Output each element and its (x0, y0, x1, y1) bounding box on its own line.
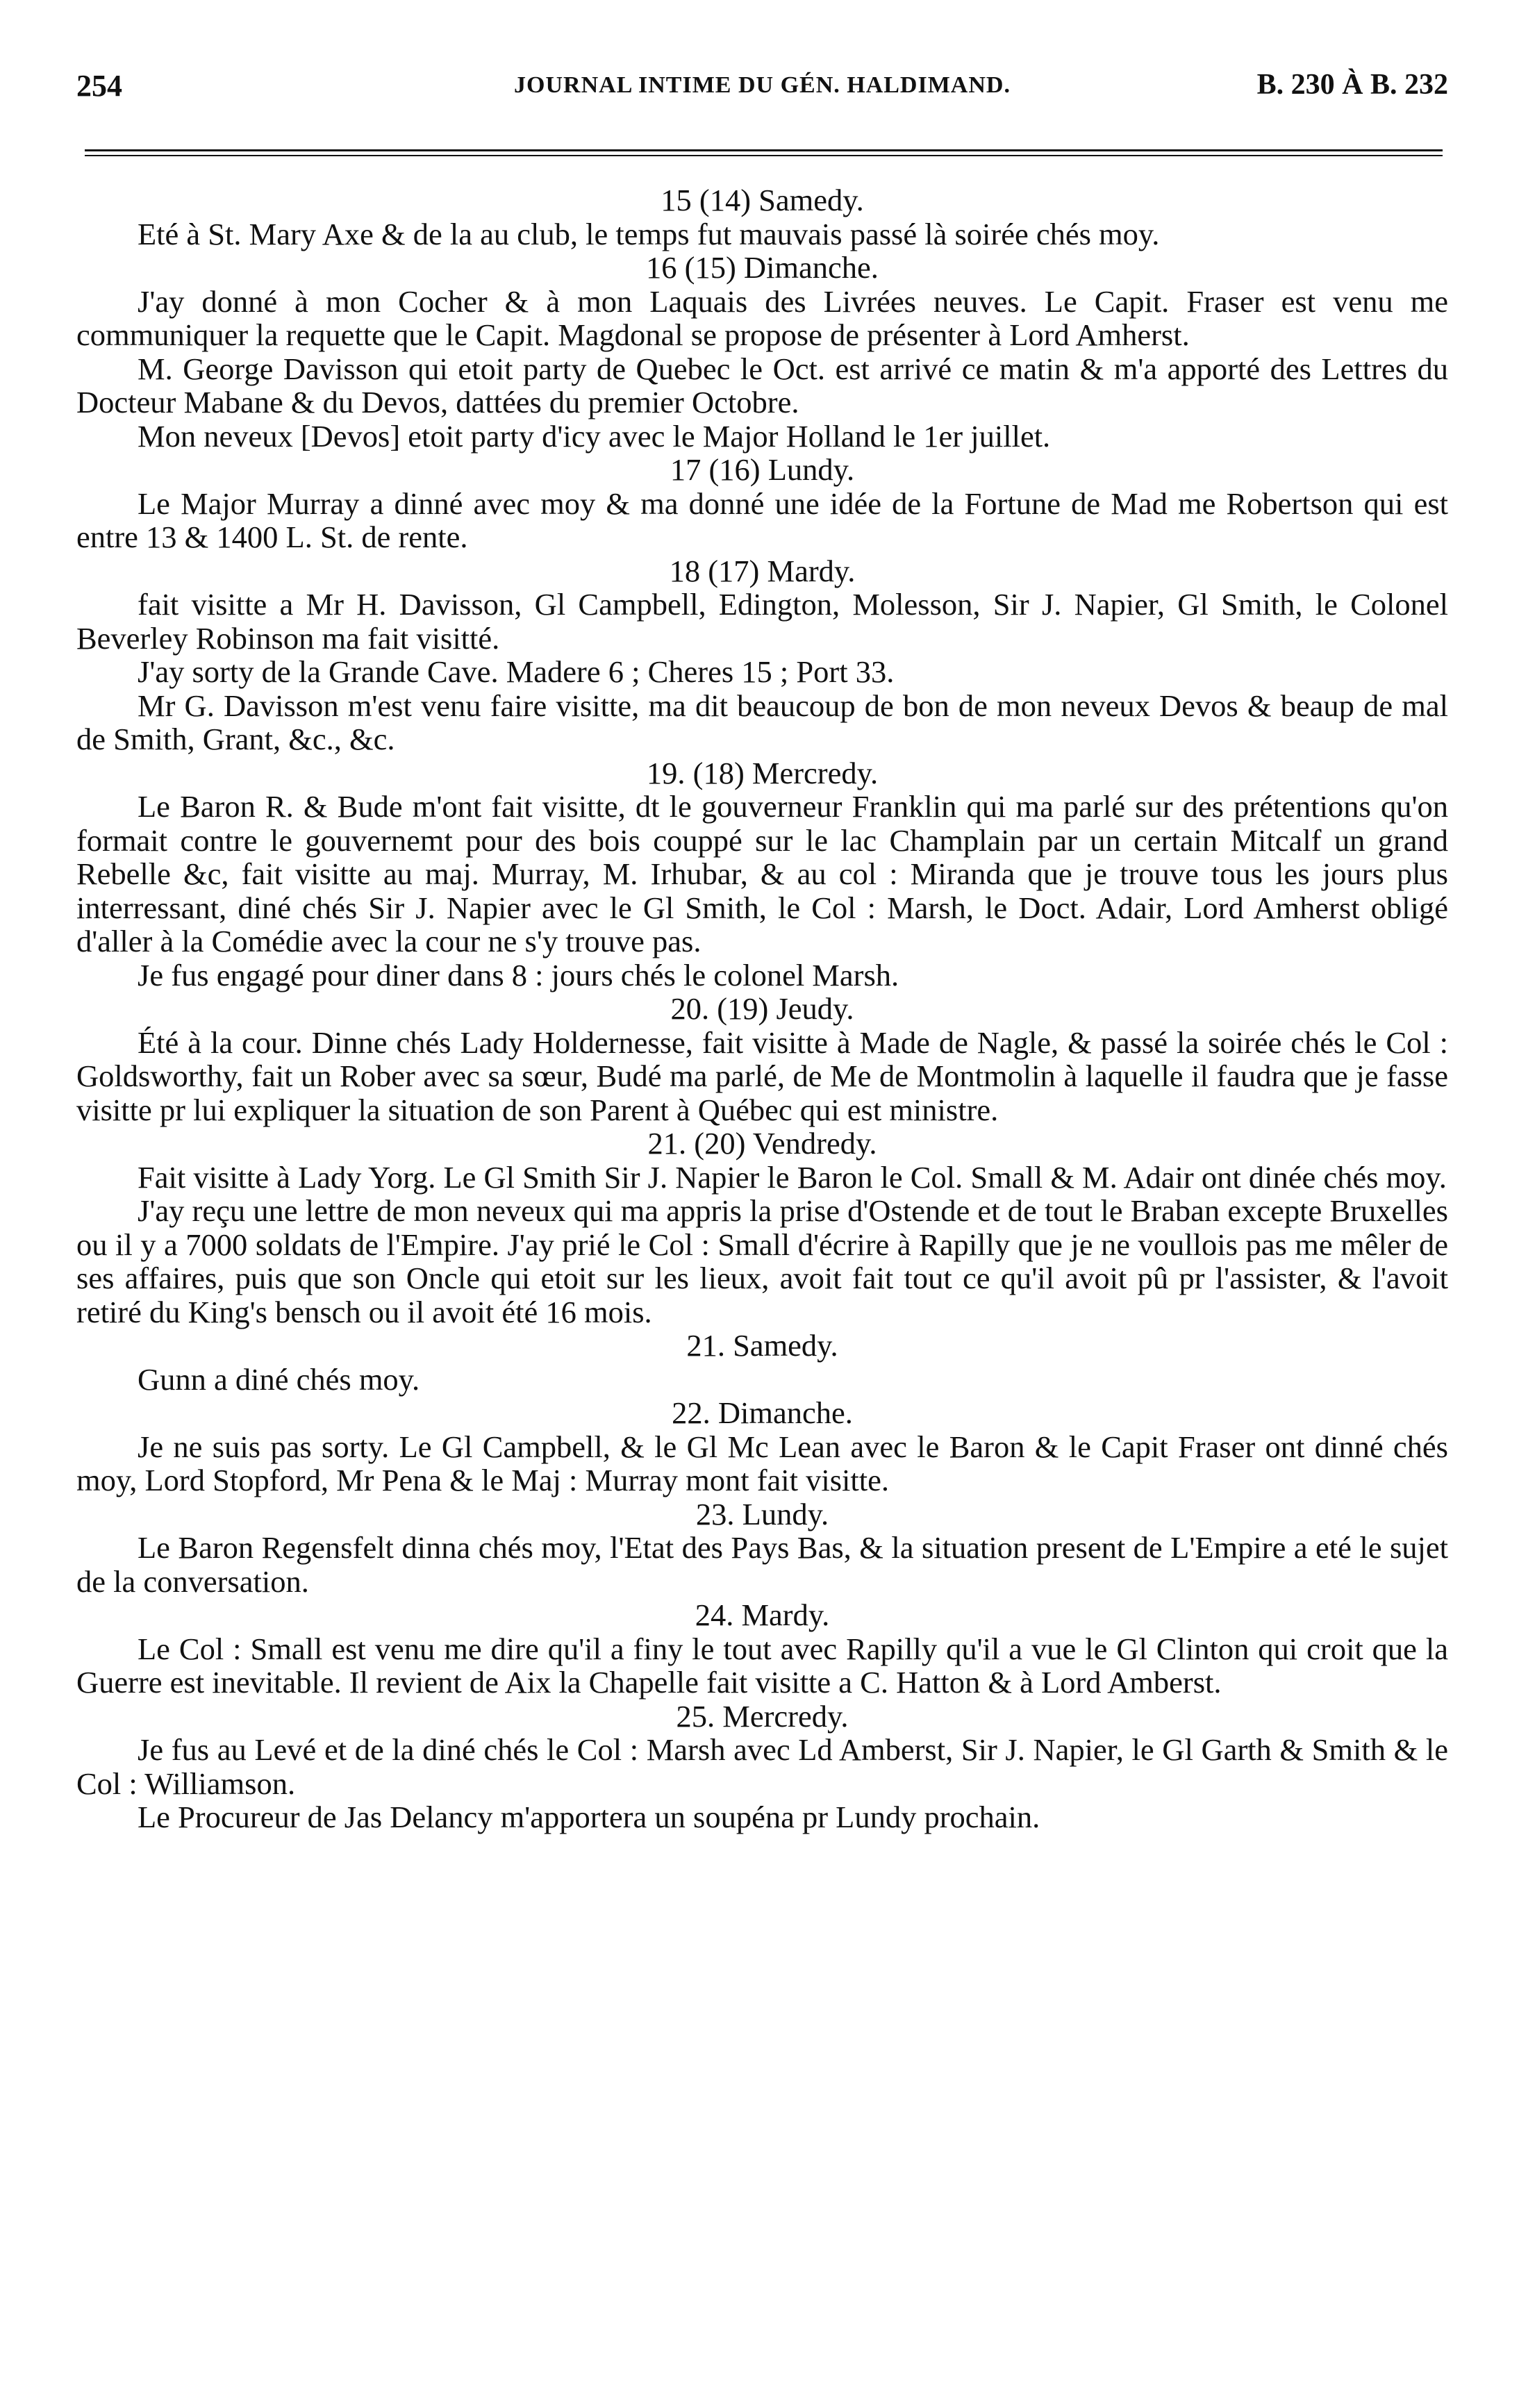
journal-body (76, 183, 1448, 1834)
entry-paragraph: Je ne suis pas sorty. Le Gl Campbell, & le Gl Mc Lean avec le Baron & le Capit Fraser ont dinné chés moy, Lord Stopford, Mr Pena & le Maj : Murray mont fait visitte. (76, 1429, 1448, 1497)
entry-date: 25. Mercredy. (676, 1698, 849, 1734)
entry-date: 16 (15) Dimanche. (646, 250, 879, 285)
entry-paragraph: Le Baron R. & Bude m'ont fait visitte, dt le gouverneur Franklin qui ma parlé sur des prétentions qu'on formait contre le gouvernemt pour des bois couppé sur le lac Champlain par un certain Mitcalf un grand Rebelle &c, fait visitte au maj. Murray, M. Irhubar, & au col : Miranda que je trouve tous les jours plus interressant, diné chés Sir J. Napier avec le Gl Smith, le Col : Marsh, le Doct. Adair, Lord Amherst obligé d'aller à la Comédie avec la cour ne s'y trouve pas. (76, 789, 1448, 958)
entry-date: 23. Lundy. (695, 1496, 829, 1531)
folio-range: B. 230 À B. 232 (1256, 69, 1448, 101)
entry-date: 21. Samedy. (686, 1328, 838, 1363)
entry-date: 15 (14) Samedy. (661, 183, 864, 217)
entry-paragraph: Le Baron Regensfelt dinna chés moy, l'Etat des Pays Bas, & la situation present de L'Empire a eté le sujet de la conversation. (76, 1530, 1448, 1599)
entry-paragraph: Été à la cour. Dinne chés Lady Holdernesse, fait visitte à Made de Nagle, & passé la soirée chés le Col : Goldsworthy, fait un Rober avec sa sœur, Budé ma parlé, de Me de Montmolin à laquelle il faudra que je fasse visitte pr lui expliquer la situation de son Parent à Québec qui est ministre. (76, 1024, 1448, 1127)
entry-paragraph: fait visitte a Mr H. Davisson, Gl Campbell, Edington, Molesson, Sir J. Napier, Gl Smith, le Colonel Beverley Robinson ma fait visitté. (76, 587, 1448, 656)
entry-paragraph: Mon neveux [Devos] etoit party d'icy avec le Major Holland le 1er juillet. (138, 418, 1051, 454)
entry-paragraph: Gunn a diné chés moy. (138, 1361, 420, 1397)
entry-paragraph: Eté à St. Mary Axe & de la au club, le temps fut mauvais passé là soirée chés moy. (138, 216, 1160, 251)
entry-paragraph: J'ay sorty de la Grande Cave. Madere 6 ; Cheres 15 ; Port 33. (138, 654, 895, 689)
entry-date: 20. (19) Jeudy. (670, 991, 854, 1026)
entry-date: 24. Mardy. (695, 1597, 830, 1632)
entry-paragraph: Je fus engagé pour diner dans 8 : jours chés le colonel Marsh. (138, 957, 899, 993)
entry-paragraph: M. George Davisson qui etoit party de Quebec le Oct. est arrivé ce matin & m'a apporté des Lettres du Docteur Mabane & du Devos, dattées du premier Octobre. (76, 351, 1448, 420)
entry-paragraph: Le Major Murray a dinné avec moy & ma donné une idée de la Fortune de Mad me Robertson qui est entre 13 & 1400 L. St. de rente. (76, 485, 1448, 554)
entry-date: 17 (16) Lundy. (670, 452, 855, 487)
entry-paragraph: J'ay reçu une lettre de mon neveux qui ma appris la prise d'Ostende et de tout le Braban excepte Bruxelles ou il y a 7000 soldats de l'Empire. J'ay prié le Col : Small d'écrire à Rapilly que je ne voullois pas me mêler de ses affaires, puis que son Oncle qui etoit sur les lieux, avoit fait tout ce qu'il avoit pû pr l'assister, & l'avoit retiré du King's bensch ou il avoit été 16 mois. (76, 1193, 1448, 1329)
page-header (76, 68, 1448, 110)
header-rule (85, 149, 1443, 151)
entry-paragraph: J'ay donné à mon Cocher & à mon Laquais des Livrées neuves. Le Capit. Fraser est venu me communiquer la requette que le Capit. Magdonal se propose de présenter à Lord Amherst. (76, 283, 1448, 352)
entry-date: 21. (20) Vendredy. (647, 1126, 877, 1161)
entry-paragraph: Le Col : Small est venu me dire qu'il a finy le tout avec Rapilly qu'il a vue le Gl Clinton qui croit que la Guerre est inevitable. Il revient de Aix la Chapelle fait visitte a C. Hatton & à Lord Amberst. (76, 1631, 1448, 1700)
entry-date: 19. (18) Mercredy. (646, 755, 879, 790)
entry-date: 22. Dimanche. (672, 1395, 853, 1430)
entry-paragraph: Fait visitte à Lady Yorg. Le Gl Smith Sir J. Napier le Baron le Col. Small & M. Adair ont dinée chés moy. (138, 1159, 1447, 1195)
entry-date: 18 (17) Mardy. (669, 553, 856, 588)
entry-paragraph: Mr G. Davisson m'est venu faire visitte, ma dit beaucoup de bon de mon neveux Devos & beaup de mal de Smith, Grant, &c., &c. (76, 688, 1448, 756)
entry-paragraph: Le Procureur de Jas Delancy m'apportera un soupéna pr Lundy prochain. (138, 1800, 1040, 1834)
header-rule-thin (85, 155, 1443, 156)
page-number: 254 (76, 69, 122, 103)
entry-paragraph: Je fus au Levé et de la diné chés le Col : Marsh avec Ld Amberst, Sir J. Napier, le Gl Garth & Smith & le Col : Williamson. (76, 1732, 1448, 1801)
running-title: JOURNAL INTIME DU GÉN. HALDIMAND. (514, 72, 1011, 98)
